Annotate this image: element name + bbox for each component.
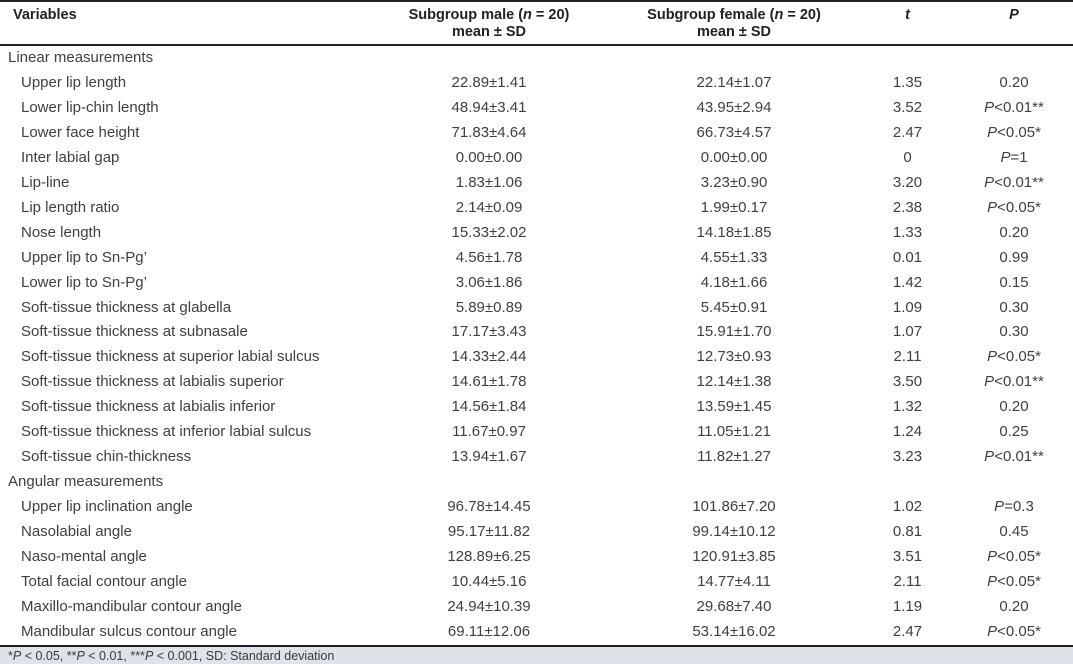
table-row bbox=[0, 121, 1073, 146]
cell-variable: Soft-tissue thickness at inferior labial sulcus bbox=[21, 423, 312, 441]
cell-t: 0.81 bbox=[892, 523, 923, 541]
cell-p: P<0.01** bbox=[984, 173, 1044, 191]
col-header-t-label: t bbox=[905, 7, 910, 23]
cell-t: 2.38 bbox=[892, 198, 923, 216]
cell-t: 1.35 bbox=[892, 73, 923, 91]
cell-male: 48.94±3.41 bbox=[451, 98, 527, 116]
table-row bbox=[0, 196, 1073, 221]
cell-male: 96.78±14.45 bbox=[447, 498, 531, 516]
cell-variable: Soft-tissue thickness at glabella bbox=[21, 298, 232, 316]
cell-p: 0.30 bbox=[999, 323, 1029, 341]
cell-p: 0.20 bbox=[999, 398, 1029, 416]
cell-variable: Soft-tissue thickness at superior labial sulcus bbox=[21, 348, 320, 366]
table-row bbox=[0, 495, 1073, 520]
cell-variable: Nose length bbox=[21, 223, 102, 241]
cell-male: 0.00±0.00 bbox=[455, 148, 523, 166]
table-row bbox=[0, 146, 1073, 171]
cell-variable: Upper lip inclination angle bbox=[21, 498, 193, 516]
cell-p: P<0.05* bbox=[987, 198, 1041, 216]
cell-t: 2.11 bbox=[893, 348, 922, 366]
col-header-female bbox=[608, 1, 860, 45]
cell-t: 2.47 bbox=[892, 123, 923, 141]
cell-t: 3.23 bbox=[892, 448, 923, 466]
cell-t: 1.33 bbox=[892, 223, 923, 241]
cell-male: 4.56±1.78 bbox=[455, 248, 523, 266]
cell-female: 5.45±0.91 bbox=[700, 298, 768, 316]
cell-female: 101.86±7.20 bbox=[692, 498, 776, 516]
table-row bbox=[0, 570, 1073, 595]
cell-t: 0 bbox=[903, 148, 912, 166]
cell-p: P<0.05* bbox=[987, 622, 1041, 640]
table-row bbox=[0, 595, 1073, 620]
cell-t: 1.02 bbox=[892, 498, 923, 516]
cell-t: 2.11 bbox=[893, 573, 922, 591]
col-header-variables-label: Variables bbox=[13, 7, 77, 23]
cell-variable: Inter labial gap bbox=[21, 148, 120, 166]
cell-female: 4.55±1.33 bbox=[700, 248, 768, 266]
col-header-female-pre: Subgroup female ( bbox=[647, 7, 775, 23]
col-header-female-line2: mean ± SD bbox=[696, 24, 772, 40]
cell-t: 1.07 bbox=[892, 323, 923, 341]
cell-p: P<0.01** bbox=[984, 98, 1044, 116]
cell-female: 66.73±4.57 bbox=[696, 123, 772, 141]
cell-t: 1.42 bbox=[892, 273, 923, 291]
cell-male: 1.83±1.06 bbox=[455, 173, 523, 191]
cell-male: 128.89±6.25 bbox=[447, 548, 531, 566]
cell-female: 43.95±2.94 bbox=[696, 98, 772, 116]
cell-t: 2.47 bbox=[892, 622, 923, 640]
col-header-p bbox=[955, 1, 1073, 45]
cell-p: P<0.01** bbox=[984, 373, 1044, 391]
cell-t: 1.19 bbox=[892, 597, 923, 615]
table-row bbox=[0, 271, 1073, 296]
cell-t: 3.52 bbox=[892, 98, 923, 116]
cell-p: P<0.05* bbox=[987, 548, 1041, 566]
table-row bbox=[0, 420, 1073, 445]
cell-variable: Total facial contour angle bbox=[21, 573, 187, 591]
cell-variable: Soft-tissue chin-thickness bbox=[21, 448, 192, 466]
cell-p: 0.20 bbox=[999, 73, 1029, 91]
cell-male: 95.17±11.82 bbox=[447, 523, 531, 541]
cell-female: 120.91±3.85 bbox=[692, 548, 776, 566]
cell-female: 99.14±10.12 bbox=[692, 523, 776, 541]
cell-variable: Lower face height bbox=[21, 123, 140, 141]
cell-variable: Nasolabial angle bbox=[21, 523, 132, 541]
cell-t: 3.51 bbox=[892, 548, 923, 566]
cell-p: 0.15 bbox=[999, 273, 1029, 291]
cell-p: P<0.05* bbox=[987, 348, 1041, 366]
cell-male: 5.89±0.89 bbox=[455, 298, 523, 316]
cell-male: 14.56±1.84 bbox=[451, 398, 527, 416]
col-header-t bbox=[860, 1, 955, 45]
cell-p: P=1 bbox=[1000, 148, 1028, 166]
cell-female: 11.05±1.21 bbox=[697, 423, 771, 441]
cell-t: 1.09 bbox=[892, 298, 923, 316]
table-row bbox=[0, 96, 1073, 121]
cell-male: 71.83±4.64 bbox=[451, 123, 527, 141]
table-row bbox=[0, 395, 1073, 420]
cell-p: P<0.05* bbox=[987, 123, 1041, 141]
table-row bbox=[0, 171, 1073, 196]
table-body bbox=[0, 45, 1073, 645]
cell-male: 15.33±2.02 bbox=[451, 223, 527, 241]
cell-male: 3.06±1.86 bbox=[455, 273, 523, 291]
cell-t: 3.50 bbox=[892, 373, 923, 391]
cell-p: P<0.05* bbox=[987, 573, 1041, 591]
cell-p: 0.25 bbox=[999, 423, 1029, 441]
table-row bbox=[0, 320, 1073, 345]
col-header-male bbox=[370, 1, 608, 45]
cell-t: 3.20 bbox=[892, 173, 923, 191]
cell-female: 12.73±0.93 bbox=[696, 348, 772, 366]
cell-p: 0.30 bbox=[999, 298, 1029, 316]
cell-male: 10.44±5.16 bbox=[451, 573, 527, 591]
table-row bbox=[0, 221, 1073, 246]
table-row bbox=[0, 246, 1073, 271]
section-row bbox=[0, 470, 1073, 495]
col-header-variables bbox=[0, 1, 370, 45]
cell-female: 22.14±1.07 bbox=[696, 73, 772, 91]
cell-p: 0.45 bbox=[999, 523, 1029, 541]
cell-variable: Lower lip to Sn-Pg’ bbox=[21, 273, 147, 291]
col-header-male-n: n bbox=[523, 7, 532, 23]
section-row bbox=[0, 45, 1073, 71]
table-row bbox=[0, 370, 1073, 395]
cell-female: 11.82±1.27 bbox=[697, 448, 771, 466]
cell-variable: Naso-mental angle bbox=[21, 548, 147, 566]
cell-female: 12.14±1.38 bbox=[696, 373, 772, 391]
table-row bbox=[0, 296, 1073, 321]
cell-male: 2.14±0.09 bbox=[455, 198, 523, 216]
cell-male: 14.33±2.44 bbox=[451, 348, 527, 366]
col-header-female-post: = 20) bbox=[783, 7, 821, 23]
header-row bbox=[0, 1, 1073, 45]
cell-variable: Upper lip length bbox=[21, 73, 127, 91]
cell-female: 14.18±1.85 bbox=[696, 223, 772, 241]
cell-variable: Soft-tissue thickness at subnasale bbox=[21, 323, 248, 341]
cell-p: P=0.3 bbox=[994, 498, 1034, 516]
cell-female: 53.14±16.02 bbox=[692, 622, 776, 640]
cell-variable: Soft-tissue thickness at labialis superior bbox=[21, 373, 284, 391]
cell-male: 11.67±0.97 bbox=[452, 423, 526, 441]
table-row bbox=[0, 445, 1073, 470]
table-header bbox=[0, 1, 1073, 45]
col-header-female-n: n bbox=[774, 7, 784, 23]
section-title: Linear measurements bbox=[8, 49, 154, 66]
cell-male: 14.61±1.78 bbox=[451, 373, 527, 391]
table-row bbox=[0, 520, 1073, 545]
cell-variable: Lip-line bbox=[21, 173, 70, 191]
cell-female: 0.00±0.00 bbox=[700, 148, 768, 166]
col-header-male-line2: mean ± SD bbox=[451, 24, 527, 40]
cell-female: 14.77±4.11 bbox=[697, 573, 771, 591]
cell-variable: Lower lip-chin length bbox=[21, 98, 159, 116]
cell-p: 0.20 bbox=[999, 223, 1029, 241]
cell-variable: Upper lip to Sn-Pg’ bbox=[21, 248, 147, 266]
cell-female: 1.99±0.17 bbox=[700, 198, 768, 216]
cell-p: 0.99 bbox=[999, 248, 1029, 266]
cell-male: 13.94±1.67 bbox=[451, 448, 527, 466]
cell-female: 13.59±1.45 bbox=[696, 398, 772, 416]
cell-variable: Soft-tissue thickness at labialis inferior bbox=[21, 398, 276, 416]
cell-variable: Mandibular sulcus contour angle bbox=[21, 622, 237, 640]
cell-p: P<0.01** bbox=[984, 448, 1044, 466]
cell-female: 4.18±1.66 bbox=[700, 273, 768, 291]
table-row bbox=[0, 620, 1073, 645]
table-footnote: *P < 0.05, **P < 0.01, ***P < 0.001, SD: Standard deviation bbox=[0, 645, 1073, 664]
cell-variable: Maxillo-mandibular contour angle bbox=[21, 597, 242, 615]
cell-p: 0.20 bbox=[999, 597, 1029, 615]
cell-t: 0.01 bbox=[892, 248, 923, 266]
cell-male: 22.89±1.41 bbox=[451, 73, 527, 91]
cell-female: 15.91±1.70 bbox=[696, 323, 772, 341]
cell-male: 24.94±10.39 bbox=[447, 597, 531, 615]
col-header-male-pre: Subgroup male ( bbox=[408, 7, 524, 23]
cell-t: 1.24 bbox=[892, 423, 923, 441]
cell-male: 17.17±3.43 bbox=[451, 323, 527, 341]
col-header-p-label: P bbox=[1009, 7, 1019, 23]
table-row bbox=[0, 545, 1073, 570]
table-row bbox=[0, 71, 1073, 96]
cell-male: 69.11±12.06 bbox=[447, 622, 531, 640]
col-header-male-post: = 20) bbox=[531, 7, 570, 23]
cell-t: 1.32 bbox=[892, 398, 923, 416]
table-row bbox=[0, 345, 1073, 370]
section-title: Angular measurements bbox=[8, 473, 164, 491]
cell-female: 3.23±0.90 bbox=[700, 173, 768, 191]
cell-female: 29.68±7.40 bbox=[696, 597, 772, 615]
cell-variable: Lip length ratio bbox=[21, 198, 120, 216]
